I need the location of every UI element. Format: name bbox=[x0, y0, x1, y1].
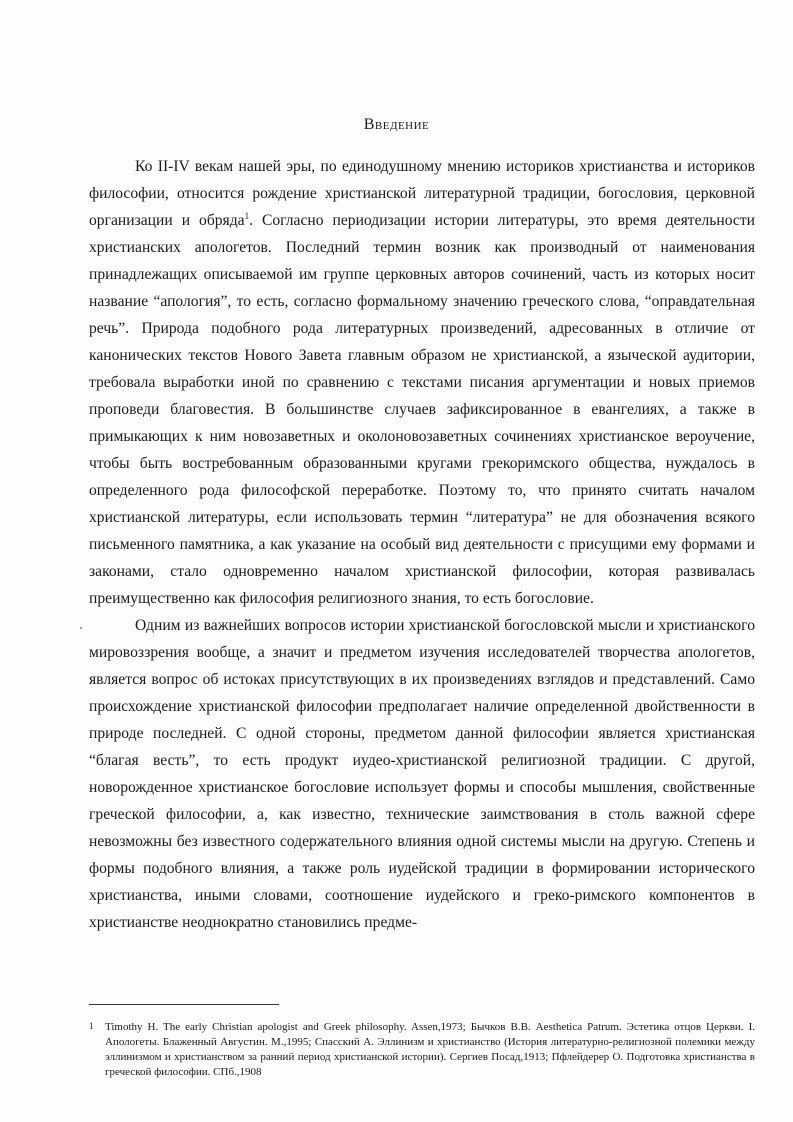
footnote-reference[interactable]: 1 bbox=[244, 210, 250, 221]
paragraph-1 bbox=[89, 153, 755, 612]
paragraph-1-text-end: . Согласно периодизации истории литературы, это время деятельности христианских апологетов. Последний термин возник как производный от наименования принадлежащих описываемой им группе церковных авторов сочинений, часть из которых носит название “апология”, то есть, согласно формальному значению греческого слова, “оправдательная речь”. Природа подобного рода литературных произведений, адресованных в отличие от канонических текстов Нового Завета главным образом не христианской, а языческой аудитории, требовала выработки иной по сравнению с текстами писания аргументации и новых приемов проповеди благовестия. В большинстве случаев зафиксированное в евангелиях, а также в примыкающих к ним новозаветных и околоновозаветных сочинениях христианское вероучение, чтобы быть востребованным образованными кругами грекоримского общества, нуждалось в определенного рода философской переработке. Поэтому то, что принято считать началом христианской литературы, если использовать термин “литература” не для обозначения всякого письменного памятника, а как указание на особый вид деятельности с присущими ему формами и законами, стало одновременно началом христианской философии, которая развивалась преимущественно как философия религиозного знания, то есть богословие. bbox=[89, 212, 755, 607]
paragraph-1-text-start: Ко II-IV векам нашей эры, по единодушному мнению историков христианства и историков философии, относится рождение христианской литературной традиции, богословия, церковной организации и обряда bbox=[89, 158, 755, 229]
footnote-text: Timothy H. The early Christian apologist and Greek philosophy. Assen,1973; Бычков В.В. Aesthetica Patrum. Эстетика отцов Церкви. I. Апологеты. Блаженный Августин. М.,1995; Спасский А. Эллинизм и христианство (История литературно-религиозной полемики между эллинизмом и христианством за ранний период христианской истории). Сергиев Посад,1913; Пфлейдерер О. Подготовка христианства в греческой философии. СПб.,1908 bbox=[105, 1021, 755, 1078]
scan-speck bbox=[80, 627, 82, 629]
footnote bbox=[89, 1020, 755, 1080]
footnote-divider bbox=[89, 1004, 279, 1005]
page-title: Введение bbox=[363, 116, 430, 133]
paragraph-2: Одним из важнейших вопросов истории христианской богословской мысли и христианского мировоззрения вообще, а значит и предметом изучения исследователей творчества апологетов, является вопрос об истоках присутствующих в их произведениях взглядов и представлений. Само происхождение христианской философии предполагает наличие определенной двойственности в природе последней. С одной стороны, предметом данной философии является христианская “благая весть”, то есть продукт иудео-христианской религиозной традиции. С другой, новорожденное христианское богословие использует формы и способы мышления, свойственные греческой философии, а, как известно, технические заимствования в столь важной сфере невозможны без известного содержательного влияния одной системы мысли на другую. Степень и формы подобного влияния, а также роль иудейской традиции в формировании исторического христианства, иными словами, соотношение иудейского и греко-римского компонентов в христианстве неоднократно становились предме- bbox=[89, 617, 755, 931]
main-text bbox=[89, 153, 755, 936]
footnote-mark: 1 bbox=[89, 1021, 94, 1031]
